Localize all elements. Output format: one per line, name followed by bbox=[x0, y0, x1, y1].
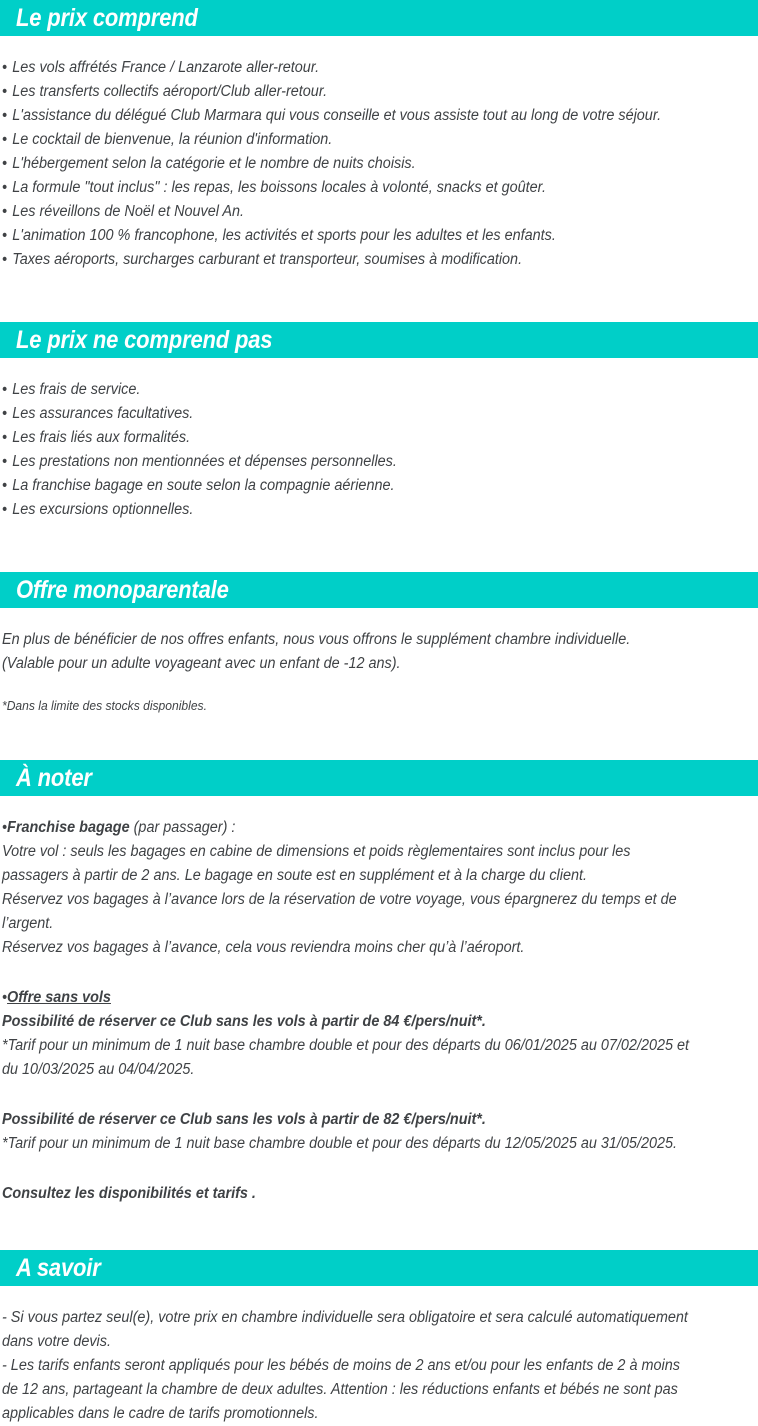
section-body-a-savoir bbox=[0, 1286, 758, 1426]
list-item bbox=[2, 224, 696, 248]
bullet-icon: • bbox=[2, 155, 8, 172]
section-title: Offre monoparentale bbox=[16, 575, 229, 604]
no-flight-bullet bbox=[2, 986, 696, 1010]
paragraph: (Valable pour un adulte voyageant avec un enfant de -12 ans). bbox=[2, 655, 401, 672]
footnote: *Dans la limite des stocks disponibles. bbox=[2, 698, 207, 713]
list-item-label: La formule "tout inclus" : les repas, les boissons locales à volonté, snacks et goûter. bbox=[12, 179, 546, 196]
bullet-icon: • bbox=[2, 107, 8, 124]
section-title: Le prix ne comprend pas bbox=[16, 325, 273, 354]
list-item bbox=[2, 80, 696, 104]
list-item-label: L'animation 100 % francophone, les activités et sports pour les adultes et les enfants. bbox=[12, 227, 556, 244]
list-item-label: Les vols affrétés France / Lanzarote aller-retour. bbox=[12, 59, 320, 76]
list-item-label: Les excursions optionnelles. bbox=[12, 501, 194, 518]
list-item bbox=[2, 426, 696, 450]
bullet-icon: • bbox=[2, 453, 8, 470]
list-item-label: Les frais liés aux formalités. bbox=[12, 429, 191, 446]
bullet-icon: • bbox=[2, 429, 8, 446]
bullet-icon: • bbox=[2, 819, 8, 836]
list-item-label: Les prestations non mentionnées et dépenses personnelles. bbox=[12, 453, 397, 470]
list-item bbox=[2, 402, 696, 426]
list-item-label: Le cocktail de bienvenue, la réunion d'information. bbox=[12, 131, 333, 148]
section-body-a-noter bbox=[0, 796, 758, 1206]
list-item bbox=[2, 56, 696, 80]
section-body-offre-monoparentale bbox=[0, 608, 758, 716]
list-item bbox=[2, 450, 696, 474]
baggage-bullet-suffix: (par passager) : bbox=[129, 819, 236, 836]
bullet-icon: • bbox=[2, 179, 8, 196]
list-item-label: Les assurances facultatives. bbox=[12, 405, 194, 422]
baggage-line-2: Réservez vos bagages à l’avance lors de la réservation de votre voyage, vous épargnerez du temps et de l’argent. bbox=[2, 891, 677, 932]
section-header-le-prix-comprend bbox=[0, 0, 758, 36]
baggage-paragraph: Votre vol : seuls les bagages en cabine de dimensions et poids règlementaires sont inclus pour les passagers à partir de 2 ans. Le bagage en soute est en supplément et à la charge du client. bbox=[2, 843, 631, 884]
list-item bbox=[2, 200, 696, 224]
list-item-label: L'assistance du délégué Club Marmara qui vous conseille et vous assiste tout au long de votre séjour. bbox=[12, 107, 662, 124]
list-item bbox=[2, 378, 696, 402]
baggage-bullet bbox=[2, 816, 696, 840]
bullet-icon: • bbox=[2, 131, 8, 148]
bullet-icon: • bbox=[2, 381, 8, 398]
section-spacer bbox=[0, 272, 758, 322]
list-item-label: L'hébergement selon la catégorie et le nombre de nuits choisis. bbox=[12, 155, 416, 172]
offer-1-note: *Tarif pour un minimum de 1 nuit base chambre double et pour des départs du 06/01/2025 au 07/02/2025 et du 10/03/2025 au 04/04/2025. bbox=[2, 1037, 690, 1078]
bullet-icon: • bbox=[2, 501, 8, 518]
section-header-a-savoir bbox=[0, 1250, 758, 1286]
availability-link[interactable]: Consultez les disponibilités et tarifs . bbox=[2, 1185, 256, 1202]
bullet-icon: • bbox=[2, 59, 8, 76]
section-header-le-prix-ne-comprend-pas bbox=[0, 322, 758, 358]
section-title: À noter bbox=[16, 763, 92, 792]
spacer bbox=[2, 676, 748, 696]
section-spacer bbox=[0, 716, 758, 760]
paragraph: En plus de bénéficier de nos offres enfants, nous vous offrons le supplément chambre individuelle. bbox=[2, 631, 631, 648]
list-item-label: La franchise bagage en soute selon la compagnie aérienne. bbox=[12, 477, 395, 494]
spacer bbox=[2, 960, 748, 986]
spacer bbox=[2, 1156, 748, 1182]
list-item bbox=[2, 128, 696, 152]
section-spacer bbox=[0, 522, 758, 572]
list-item bbox=[2, 474, 696, 498]
section-spacer bbox=[0, 1206, 758, 1250]
bullet-icon: • bbox=[2, 227, 8, 244]
no-flight-bullet-label[interactable]: Offre sans vols bbox=[7, 989, 111, 1006]
baggage-line-3: Réservez vos bagages à l’avance, cela vous reviendra moins cher qu’à l’aéroport. bbox=[2, 939, 525, 956]
list-item bbox=[2, 498, 696, 522]
section-header-a-noter bbox=[0, 760, 758, 796]
bullet-icon: • bbox=[2, 83, 8, 100]
bullet-icon: • bbox=[2, 405, 8, 422]
bullet-icon: • bbox=[2, 251, 8, 268]
list-item bbox=[2, 248, 696, 272]
list-item bbox=[2, 104, 696, 128]
list-item bbox=[2, 152, 696, 176]
list-item-label: Les transferts collectifs aéroport/Club aller-retour. bbox=[12, 83, 328, 100]
section-title: Le prix comprend bbox=[16, 3, 198, 32]
bullet-icon: • bbox=[2, 203, 8, 220]
notice-line-1: - Si vous partez seul(e), votre prix en chambre individuelle sera obligatoire et sera calculé automatiquement dans votre devis. bbox=[2, 1309, 688, 1350]
list-item-label: Les réveillons de Noël et Nouvel An. bbox=[12, 203, 245, 220]
bullet-icon: • bbox=[2, 477, 8, 494]
list-item-label: Les frais de service. bbox=[12, 381, 141, 398]
offer-1-headline: Possibilité de réserver ce Club sans les vols à partir de 84 €/pers/nuit*. bbox=[2, 1013, 486, 1030]
list-item bbox=[2, 176, 696, 200]
spacer bbox=[2, 1082, 748, 1108]
section-body-le-prix-comprend bbox=[0, 36, 758, 272]
section-header-offre-monoparentale bbox=[0, 572, 758, 608]
bullet-icon: • bbox=[2, 989, 8, 1006]
notice-line-2: - Les tarifs enfants seront appliqués pour les bébés de moins de 2 ans et/ou pour les enfants de 2 à moins de 12 ans, partageant la chambre de deux adultes. Attention : les réductions enfants et bébés ne sont pas applicables dans le cadre de tarifs promotionnels. bbox=[2, 1357, 680, 1422]
offer-2-headline: Possibilité de réserver ce Club sans les vols à partir de 82 €/pers/nuit*. bbox=[2, 1111, 486, 1128]
offer-2-note: *Tarif pour un minimum de 1 nuit base chambre double et pour des départs du 12/05/2025 au 31/05/2025. bbox=[2, 1135, 678, 1152]
baggage-bullet-label: Franchise bagage bbox=[7, 819, 130, 836]
list-item-label: Taxes aéroports, surcharges carburant et transporteur, soumises à modification. bbox=[12, 251, 523, 268]
section-body-le-prix-ne-comprend-pas bbox=[0, 358, 758, 522]
section-title: A savoir bbox=[16, 1253, 101, 1282]
